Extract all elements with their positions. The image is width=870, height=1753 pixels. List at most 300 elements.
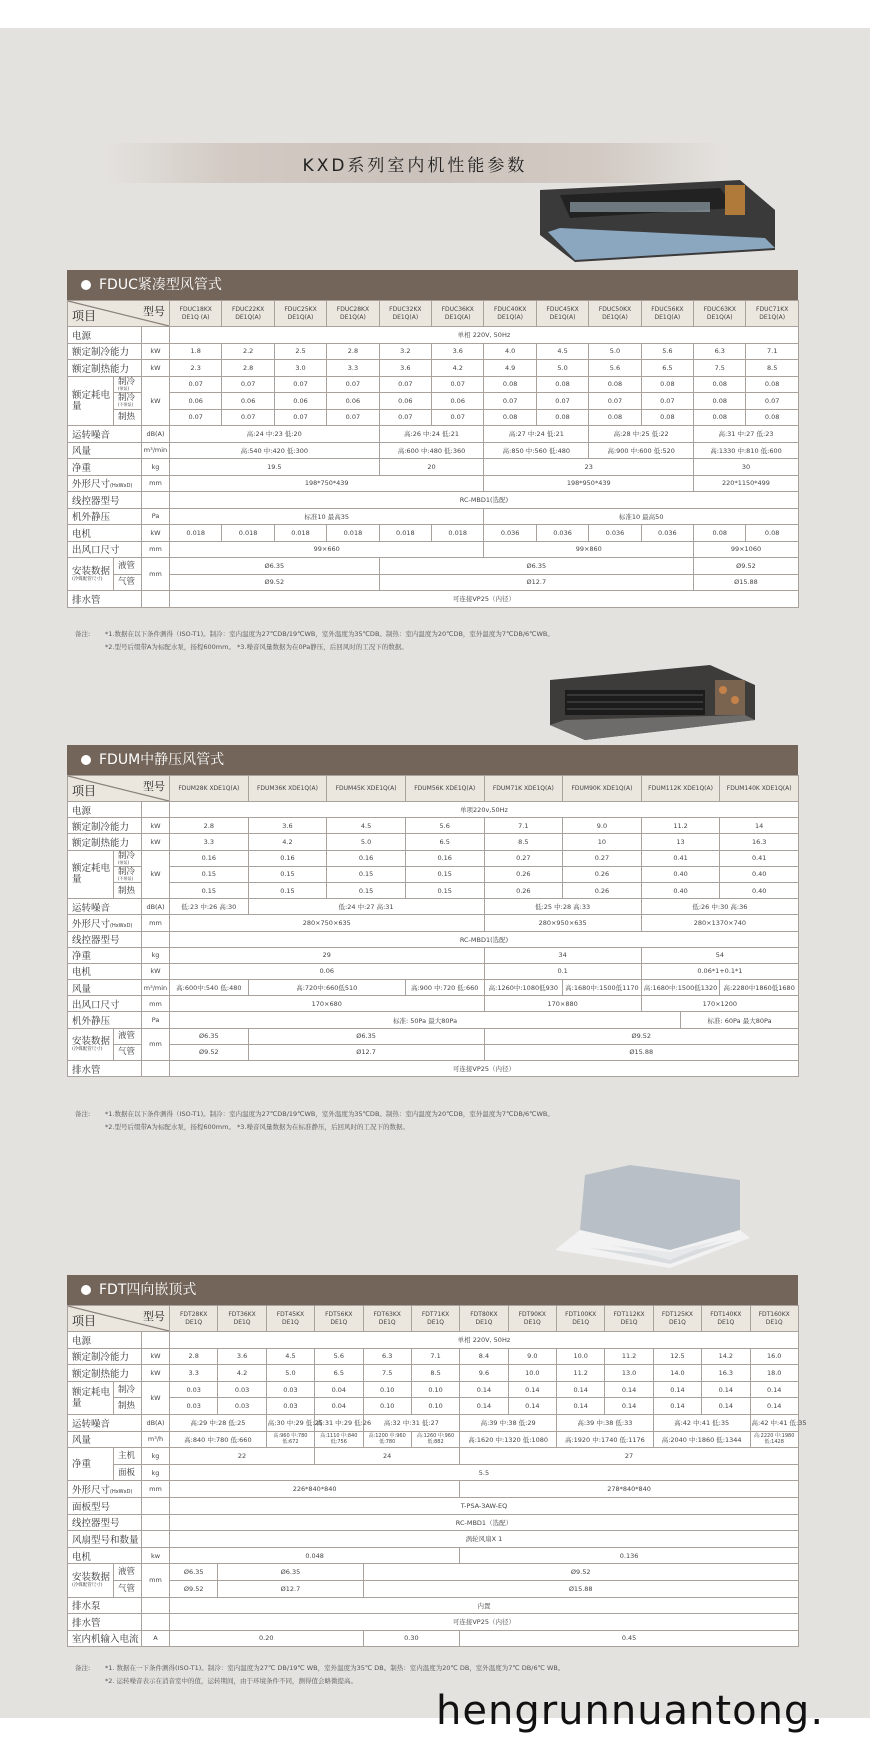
model-name: FDUC28KX DE1Q(A) xyxy=(327,301,379,327)
spec-value: 5.6 xyxy=(315,1348,363,1365)
title-banner xyxy=(105,143,725,183)
row-unit: kW xyxy=(142,343,170,360)
model-name: FDUC36KX DE1Q(A) xyxy=(432,301,484,327)
spec-value: 0.14 xyxy=(653,1398,701,1415)
sub-label xyxy=(114,882,142,898)
spec-value: 高:42 中:41 低:35 xyxy=(653,1414,750,1431)
group-label-text: 安装数据 xyxy=(72,1571,111,1583)
spec-value: 0.16 xyxy=(327,850,406,866)
spec-value: 0.14 xyxy=(557,1381,605,1398)
spec-value: 0.07 xyxy=(484,393,536,410)
model-name: FDUM36K XDE1Q(A) xyxy=(248,776,327,802)
spec-value: 高:2280中1860低1680 xyxy=(720,980,799,996)
spec-value: 0.15 xyxy=(405,882,484,898)
row-label xyxy=(68,1348,142,1365)
row-unit: m³/h xyxy=(142,1431,170,1448)
model-name: FDT160KX DE1Q xyxy=(750,1306,798,1332)
spec-value: 6.5 xyxy=(641,360,693,377)
spec-value: 高:1330 中:810 低:600 xyxy=(694,442,799,459)
row-label-text: 排水管 xyxy=(72,1064,101,1076)
sub-label-text: 气管 xyxy=(118,1583,136,1594)
spec-value: 0.08 xyxy=(694,393,746,410)
spec-row xyxy=(68,818,799,834)
spec-value: 0.08 xyxy=(694,376,746,393)
spec-value: 5.0 xyxy=(327,834,406,850)
spec-value: 20 xyxy=(379,459,484,476)
row-label-text: 电源 xyxy=(72,805,92,817)
spec-row xyxy=(68,866,799,882)
spec-value: 0.08 xyxy=(694,525,746,542)
row-label-text: 出风口尺寸 xyxy=(72,545,120,557)
spec-value: 0.07 xyxy=(432,409,484,426)
spec-value: 9.0 xyxy=(563,818,642,834)
spec-value: 高:24 中:23 低:20 xyxy=(170,426,380,443)
spec-value: 0.07 xyxy=(222,376,274,393)
spec-value: 0.26 xyxy=(563,866,642,882)
spec-row xyxy=(68,1481,799,1498)
spec-value: 0.018 xyxy=(327,525,379,542)
spec-value: 34 xyxy=(484,947,641,963)
spec-value: 8.5 xyxy=(746,360,798,377)
spec-value: 可连接VP25（内径） xyxy=(170,1061,799,1077)
spec-value: 280×1370×740 xyxy=(641,915,798,931)
spec-value: 3.2 xyxy=(379,343,431,360)
model-name: FDUM71K XDE1Q(A) xyxy=(484,776,563,802)
spec-value: 高:31 中:27 低:23 xyxy=(694,426,799,443)
row-unit: kW xyxy=(142,1348,170,1365)
spec-value: 高:31 中:29 低:26 xyxy=(315,1414,363,1431)
spec-value: T-PSA-3AW-EQ xyxy=(170,1497,799,1514)
spec-value: 0.40 xyxy=(720,882,799,898)
sub-label-text: 制冷 xyxy=(118,393,136,404)
spec-row xyxy=(68,459,799,476)
model-name: FDT90KX DE1Q xyxy=(508,1306,556,1332)
spec-value: 0.06 xyxy=(274,393,326,410)
spec-row xyxy=(68,1431,799,1448)
spec-value: 4.5 xyxy=(536,343,588,360)
footnote-line: *2.型号后缀带A为标配水泵，扬程600mm。 *3.噪音风量数据为在标准静压，后回风时的工况下的数据。 xyxy=(105,1123,409,1131)
spec-value: Ø9.52 xyxy=(170,1044,249,1060)
spec-value: Ø15.88 xyxy=(484,1044,799,1060)
spec-value: 2.8 xyxy=(170,1348,218,1365)
corner-item-label: 项目 xyxy=(72,309,97,323)
spec-value: 低:24 中:27 高:31 xyxy=(248,899,484,915)
row-unit: Pa xyxy=(142,508,170,525)
model-name: FDT56KX DE1Q xyxy=(315,1306,363,1332)
spec-value: 13.0 xyxy=(605,1365,653,1382)
spec-value: 7.5 xyxy=(363,1365,411,1382)
spec-value: 6.3 xyxy=(694,343,746,360)
spec-value: 7.1 xyxy=(746,343,798,360)
section-header xyxy=(67,745,798,775)
row-label-text: 线控器型号 xyxy=(72,495,120,507)
row-label xyxy=(68,591,142,608)
spec-value: 14.0 xyxy=(653,1365,701,1382)
spec-value: 4.2 xyxy=(432,360,484,377)
spec-row xyxy=(68,1630,799,1647)
spec-value: 0.07 xyxy=(746,393,798,410)
group-label-text: 安装数据 xyxy=(72,1035,111,1047)
cassette-unit-photo xyxy=(550,1160,760,1280)
spec-table xyxy=(67,1305,807,1647)
sub-label xyxy=(114,1580,142,1597)
spec-value: 高:26 中:24 低:21 xyxy=(379,426,484,443)
spec-value: 0.018 xyxy=(274,525,326,542)
spec-row xyxy=(68,393,799,410)
sub-label xyxy=(114,1464,142,1481)
spec-value: Ø12.7 xyxy=(379,574,693,591)
group-label-note: (冷媒配管尺寸) xyxy=(72,1046,103,1052)
spec-value: 0.08 xyxy=(746,376,798,393)
spec-value: 0.07 xyxy=(170,376,222,393)
spec-value: 单项220v,50Hz xyxy=(170,802,799,818)
row-label xyxy=(68,475,142,492)
spec-value: 5.6 xyxy=(641,343,693,360)
spec-value: 0.06 xyxy=(170,393,222,410)
spec-row xyxy=(68,1044,799,1060)
spec-value: 高:1200 中:960 低:780 xyxy=(363,1431,411,1448)
model-name: FDUC22KX DE1Q(A) xyxy=(222,301,274,327)
spec-value: 6.3 xyxy=(363,1348,411,1365)
model-name: FDUM45K XDE1Q(A) xyxy=(327,776,406,802)
row-unit: mm xyxy=(142,1481,170,1498)
row-label xyxy=(68,1547,142,1564)
model-name: FDUC56KX DE1Q(A) xyxy=(641,301,693,327)
row-unit xyxy=(142,1497,170,1514)
model-header-row xyxy=(68,776,799,802)
sub-label-text: 制冷 xyxy=(118,850,136,861)
model-name: FDT112KX DE1Q xyxy=(605,1306,653,1332)
footnote-line: *1. 数据在一下条件测得(ISO-T1)。制冷：室内温度为27℃ DB/19℃ WB，室外温度为35℃ DB。制热：室内温度为20℃ DB，室外温度为7℃ DB/6℃ WB。 xyxy=(105,1664,565,1672)
spec-value: 5.6 xyxy=(589,360,641,377)
row-unit: kg xyxy=(142,947,170,963)
spec-value: 高:540 中:420 低:300 xyxy=(170,442,380,459)
model-name: FDT140KX DE1Q xyxy=(702,1306,750,1332)
spec-row xyxy=(68,1398,799,1415)
sub-label-note: (带泵) xyxy=(118,385,130,391)
spec-value: 0.08 xyxy=(641,409,693,426)
spec-row xyxy=(68,1348,799,1365)
row-label-text: 风扇型号和数量 xyxy=(72,1534,139,1546)
row-unit: kW xyxy=(142,525,170,542)
row-unit: mm xyxy=(142,1028,170,1060)
spec-value: 高:2040 中:1860 低:1344 xyxy=(653,1431,750,1448)
spec-value: 0.04 xyxy=(315,1398,363,1415)
spec-value: 0.15 xyxy=(248,866,327,882)
row-label xyxy=(68,1061,142,1077)
row-unit: kW xyxy=(142,834,170,850)
spec-row xyxy=(68,442,799,459)
row-unit: mm xyxy=(142,558,170,591)
row-label-text: 出风口尺寸 xyxy=(72,999,120,1011)
row-unit: kg xyxy=(142,1448,170,1465)
spec-value: 3.6 xyxy=(379,360,431,377)
spec-value: Ø6.35 xyxy=(218,1564,363,1581)
row-label xyxy=(68,541,142,558)
spec-value: 2.8 xyxy=(327,343,379,360)
section-header xyxy=(67,270,798,300)
row-unit: mm xyxy=(142,541,170,558)
spec-row xyxy=(68,1597,799,1614)
group-label xyxy=(68,1448,114,1481)
spec-row xyxy=(68,1497,799,1514)
row-unit xyxy=(142,931,170,947)
spec-value: 0.08 xyxy=(484,409,536,426)
spec-value: 12.5 xyxy=(653,1348,701,1365)
spec-value: 0.14 xyxy=(750,1398,798,1415)
spec-value: 0.018 xyxy=(432,525,484,542)
sub-label-text: 主机 xyxy=(118,1450,136,1461)
spec-value: 0.26 xyxy=(484,882,563,898)
spec-value: 0.26 xyxy=(484,866,563,882)
model-name: FDT63KX DE1Q xyxy=(363,1306,411,1332)
spec-value: 涡轮风扇X 1 xyxy=(170,1531,799,1548)
spec-value: 4.2 xyxy=(248,834,327,850)
header-corner xyxy=(68,301,170,327)
row-label-text: 额定制热能力 xyxy=(72,1368,130,1380)
spec-value: 11.2 xyxy=(605,1348,653,1365)
spec-value: 13 xyxy=(641,834,720,850)
row-unit: kW xyxy=(142,963,170,979)
spec-value: 198*750*439 xyxy=(170,475,484,492)
spec-value: 10 xyxy=(563,834,642,850)
row-label-text: 额定制热能力 xyxy=(72,837,130,849)
spec-value: 0.15 xyxy=(405,866,484,882)
spec-value: 280×950×635 xyxy=(484,915,641,931)
spec-value: RC-MBD1(选配) xyxy=(170,931,799,947)
row-unit: A xyxy=(142,1630,170,1647)
spec-value: 18.0 xyxy=(750,1365,798,1382)
row-label-note: (HxWxD) xyxy=(110,483,133,490)
row-label-text: 运转噪音 xyxy=(72,1418,111,1430)
spec-value: 0.14 xyxy=(605,1381,653,1398)
row-label xyxy=(68,963,142,979)
spec-row xyxy=(68,1381,799,1398)
spec-value: 高:600 中:480 低:360 xyxy=(379,442,484,459)
corner-model-label: 型号 xyxy=(143,305,165,318)
group-label-note: (冷媒配管尺寸) xyxy=(72,1582,103,1588)
spec-value: 高:600中:540 低:480 xyxy=(170,980,249,996)
spec-value: 4.5 xyxy=(327,818,406,834)
group-label-text: 净重 xyxy=(72,1458,92,1470)
spec-value: Ø6.35 xyxy=(170,558,380,575)
spec-value: 单相 220V, 50Hz xyxy=(170,1332,799,1349)
sub-label-text: 制热 xyxy=(118,885,136,896)
row-label xyxy=(68,360,142,377)
group-label xyxy=(68,1564,114,1597)
spec-row xyxy=(68,558,799,575)
spec-value: 226*840*840 xyxy=(170,1481,460,1498)
spec-value: 0.07 xyxy=(379,376,431,393)
row-unit xyxy=(142,1597,170,1614)
spec-value: 0.15 xyxy=(170,882,249,898)
spec-value: 14.2 xyxy=(702,1348,750,1365)
sub-label-text: 液管 xyxy=(118,560,136,571)
spec-value: 99×860 xyxy=(484,541,694,558)
row-label xyxy=(68,327,142,344)
row-label-text: 额定制热能力 xyxy=(72,363,130,375)
row-label xyxy=(68,525,142,542)
spec-value: 0.41 xyxy=(720,850,799,866)
row-label xyxy=(68,442,142,459)
sub-label-text: 制热 xyxy=(118,412,136,423)
spec-value: 0.40 xyxy=(641,866,720,882)
sub-label xyxy=(114,1044,142,1060)
spec-value: 0.06 xyxy=(327,393,379,410)
spec-section-2 xyxy=(67,745,798,1077)
spec-value: 23 xyxy=(484,459,694,476)
spec-row xyxy=(68,1614,799,1631)
sub-label-text: 制冷 xyxy=(118,1384,136,1395)
spec-value: 3.3 xyxy=(170,834,249,850)
spec-value: 高:28 中:25 低:22 xyxy=(589,426,694,443)
row-label xyxy=(68,996,142,1012)
spec-value: 9.6 xyxy=(460,1365,508,1382)
spec-value: 0.07 xyxy=(170,409,222,426)
sub-label xyxy=(114,850,142,866)
spec-row xyxy=(68,931,799,947)
spec-value: 6.5 xyxy=(405,834,484,850)
spec-value: 0.14 xyxy=(508,1398,556,1415)
model-header-row xyxy=(68,301,799,327)
spec-row xyxy=(68,802,799,818)
spec-value: 0.06*1+0.1*1 xyxy=(641,963,798,979)
sub-label xyxy=(114,866,142,882)
spec-row xyxy=(68,327,799,344)
section-title: FDT四向嵌顶式 xyxy=(99,1282,197,1298)
spec-value: 高:900 中:600 低:520 xyxy=(589,442,694,459)
spec-row xyxy=(68,1028,799,1044)
model-name: FDT45KX DE1Q xyxy=(266,1306,314,1332)
footnote-label: 备注: xyxy=(75,1110,91,1118)
row-label xyxy=(68,1497,142,1514)
spec-value: Ø9.52 xyxy=(694,558,799,575)
spec-value: 7.1 xyxy=(484,818,563,834)
row-label xyxy=(68,426,142,443)
spec-value: 0.08 xyxy=(589,409,641,426)
sub-label xyxy=(114,574,142,591)
spec-value: 0.03 xyxy=(266,1398,314,1415)
sub-label xyxy=(114,1381,142,1398)
spec-value: 0.07 xyxy=(327,376,379,393)
footnote-line: *1.数据在以下条件测得（ISO-T1)。制冷：室内温度为27℃DB/19℃WB，室外温度为35℃DB。制热：室内温度为20℃DB，室外温度为7℃DB/6℃WB。 xyxy=(105,630,554,638)
row-label xyxy=(68,1531,142,1548)
row-label-text: 线控器型号 xyxy=(72,1518,120,1530)
spec-value: 高:29 中:28 低:25 xyxy=(170,1414,267,1431)
row-label-text: 线控器型号 xyxy=(72,935,120,947)
spec-value: 0.14 xyxy=(460,1381,508,1398)
spec-value: 高:1110 中:840 低:756 xyxy=(315,1431,363,1448)
row-label-text: 机外静压 xyxy=(72,1016,111,1028)
sub-label-text: 制热 xyxy=(118,1401,136,1412)
spec-value: 0.16 xyxy=(405,850,484,866)
row-label-text: 外形尺寸 xyxy=(72,1485,111,1497)
footnotes xyxy=(75,1662,564,1688)
spec-value: 高:1260 中:960 低:882 xyxy=(411,1431,459,1448)
row-unit xyxy=(142,802,170,818)
sub-label xyxy=(114,1564,142,1581)
row-label-text: 风量 xyxy=(72,1435,92,1447)
spec-value: 22 xyxy=(170,1448,315,1465)
spec-value: 11.2 xyxy=(557,1365,605,1382)
spec-value: 0.07 xyxy=(327,409,379,426)
spec-value: 0.07 xyxy=(274,409,326,426)
spec-value: 高:27 中:24 低:21 xyxy=(484,426,589,443)
spec-value: 标准10 最高50 xyxy=(484,508,798,525)
spec-value: 高:1680中:1500低1170 xyxy=(563,980,642,996)
row-label-text: 风量 xyxy=(72,983,92,995)
row-unit: kW xyxy=(142,818,170,834)
sub-label xyxy=(114,409,142,426)
row-label-note: (HxWxD) xyxy=(110,1489,133,1496)
row-label-text: 室内机输入电流 xyxy=(72,1634,139,1646)
spec-row xyxy=(68,426,799,443)
row-unit: kW xyxy=(142,360,170,377)
spec-value: Ø12.7 xyxy=(218,1580,363,1597)
spec-value: 54 xyxy=(641,947,798,963)
spec-value: 0.08 xyxy=(484,376,536,393)
spec-value: 30 xyxy=(694,459,799,476)
duct-unit-photo-1 xyxy=(540,180,780,270)
spec-row xyxy=(68,980,799,996)
spec-value: 0.14 xyxy=(702,1398,750,1415)
row-label-text: 额定制冷能力 xyxy=(72,347,130,359)
page-title: KXD系列室内机性能参数 xyxy=(302,156,528,176)
spec-value: Ø15.88 xyxy=(694,574,799,591)
row-label xyxy=(68,1514,142,1531)
row-label-text: 电机 xyxy=(72,1551,92,1563)
section-title: FDUC紧凑型风管式 xyxy=(99,277,222,293)
spec-value: Ø6.35 xyxy=(170,1564,218,1581)
spec-row xyxy=(68,1414,799,1431)
sub-label-text: 气管 xyxy=(118,577,136,588)
row-unit xyxy=(142,1531,170,1548)
spec-table xyxy=(67,775,799,1077)
spec-section-1 xyxy=(67,270,798,608)
row-unit: mm xyxy=(142,996,170,1012)
spec-value: 0.08 xyxy=(536,376,588,393)
spec-section-3 xyxy=(67,1275,807,1647)
spec-value: 2.8 xyxy=(222,360,274,377)
footnote-line: *2. 运转噪音表示在消音室中的值，运转期间，由于环境条件不同，测得值会略微提高。 xyxy=(105,1677,358,1685)
spec-value: 0.08 xyxy=(589,376,641,393)
row-unit: m³/min xyxy=(142,442,170,459)
row-label xyxy=(68,508,142,525)
spec-value: Ø12.7 xyxy=(248,1044,484,1060)
row-label xyxy=(68,1365,142,1382)
spec-value: 4.5 xyxy=(266,1348,314,1365)
row-label xyxy=(68,1481,142,1498)
row-label xyxy=(68,492,142,509)
row-label xyxy=(68,818,142,834)
row-unit: kw xyxy=(142,1547,170,1564)
spec-value: 高:1260中:1080低930 xyxy=(484,980,563,996)
spec-value: 4.2 xyxy=(218,1365,266,1382)
spec-value: 170×1200 xyxy=(641,996,798,1012)
spec-value: 0.08 xyxy=(694,409,746,426)
spec-value: 0.036 xyxy=(589,525,641,542)
spec-value: 0.14 xyxy=(605,1398,653,1415)
spec-value: 220*1150*499 xyxy=(694,475,799,492)
spec-value: 27 xyxy=(460,1448,799,1465)
row-label-text: 电机 xyxy=(72,967,92,979)
spec-value: 10.0 xyxy=(508,1365,556,1382)
spec-value: 高:1620 中:1320 低:1080 xyxy=(460,1431,557,1448)
spec-value: Ø6.35 xyxy=(170,1028,249,1044)
row-label-text: 排水管 xyxy=(72,1617,101,1629)
section-title: FDUM中静压风管式 xyxy=(99,752,225,768)
model-name: FDUC45KX DE1Q(A) xyxy=(536,301,588,327)
